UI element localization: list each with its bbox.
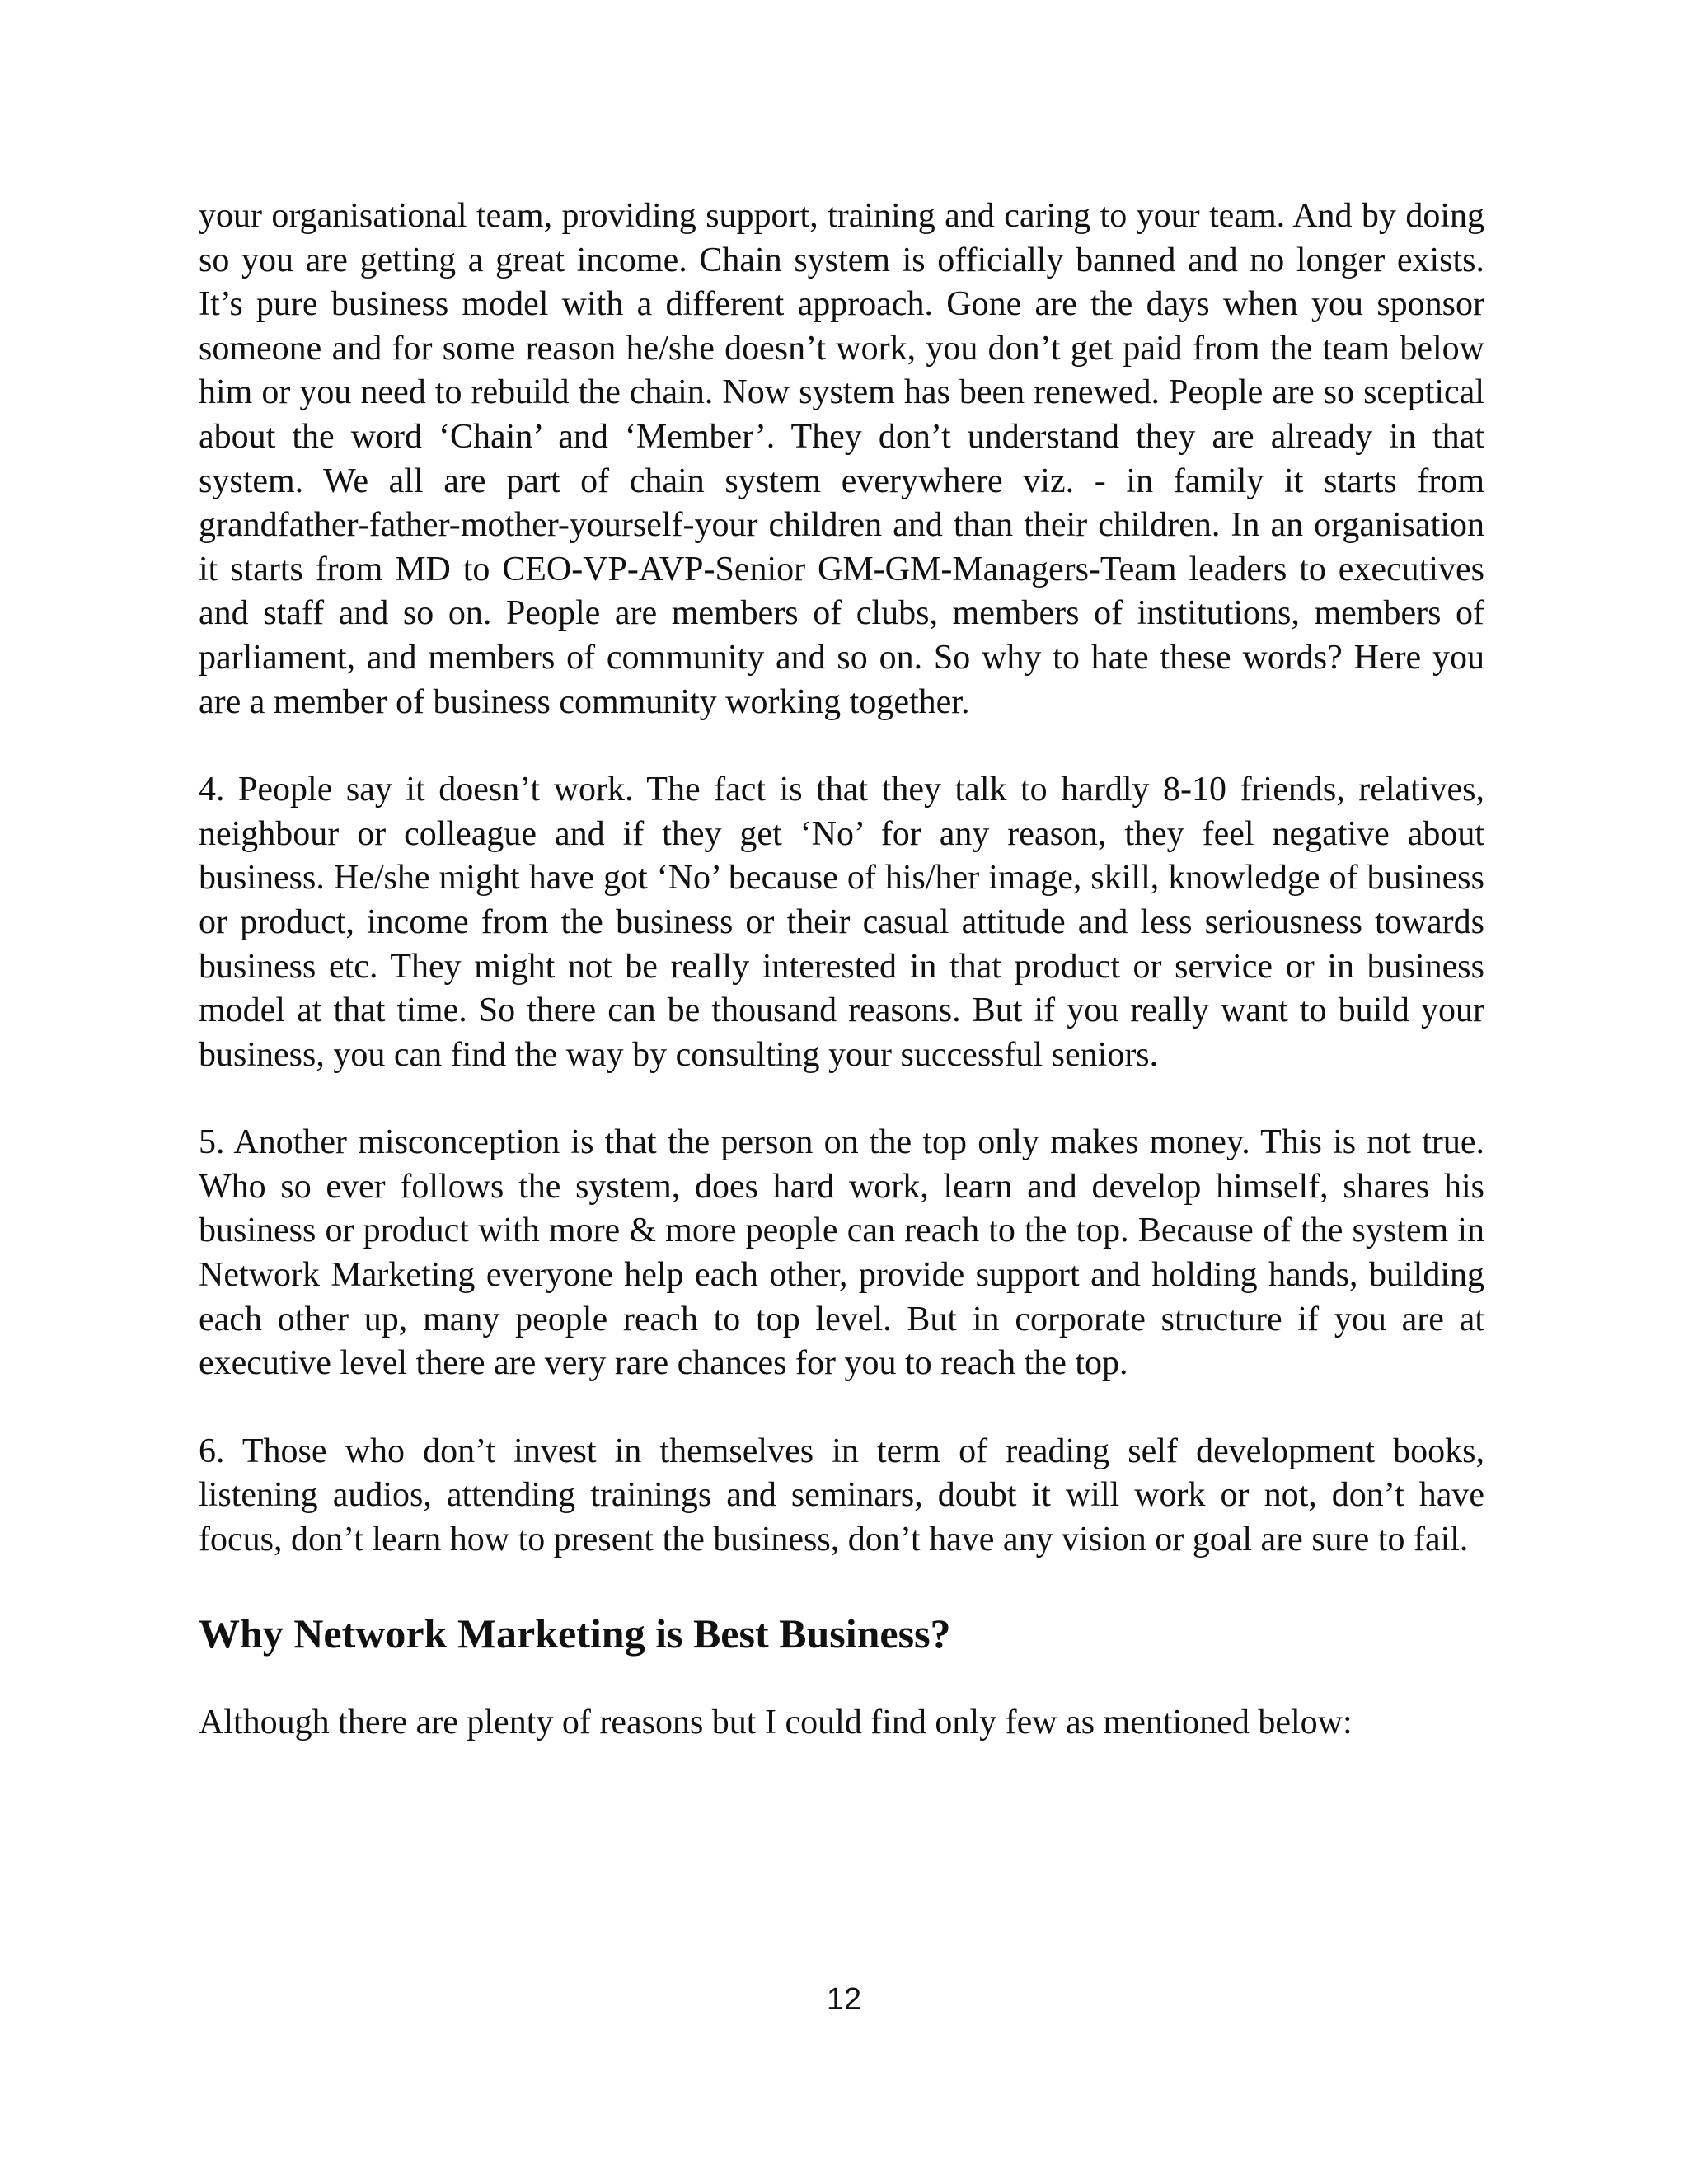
paragraph-point-6: 6. Those who don’t invest in themselves in term of reading self development books, listening audios, attending trainings and seminars, doubt it will work or not, don’t have focus, don’t learn how to present the business, don’t have any vision or goal are sure to fail. <box>199 1432 1484 1559</box>
page-content <box>199 194 1484 1745</box>
paragraph-point-4: 4. People say it doesn’t work. The fact is that they talk to hardly 8-10 friends, relatives, neighbour or colleague and if they get ‘No’ for any reason, they feel negative about business. He/she might have got ‘No’ because of his/her image, skill, knowledge of business or product, income from the business or their casual attitude and less seriousness towards business etc. They might not be really interested in that product or service or in business model at that time. So there can be thousand reasons. But if you really want to build your business, you can find the way by consulting your successful seniors. <box>199 771 1484 1074</box>
section-heading: Why Network Marketing is Best Business? <box>199 1610 951 1657</box>
page-number: 12 <box>826 1982 862 2017</box>
section-intro: Although there are plenty of reasons but I could find only few as mentioned below: <box>199 1703 1353 1741</box>
paragraph-continuation: your organisational team, providing support, training and caring to your team. And by doing so you are getting a great income. Chain system is officially banned and no longer exists. It’s pure business model with a different approach. Gone are the days when you sponsor someone and for some reason he/she doesn’t work, you don’t get paid from the team below him or you need to rebuild the chain. Now system has been renewed. People are so sceptical about the word ‘Chain’ and ‘Member’. They don’t understand they are already in that system. We all are part of chain system everywhere viz. - in family it starts from grandfather-father-mother-yourself-your children and than their children. In an organisation it starts from MD to CEO-VP-AVP-Senior GM-GM-Managers-Team leaders to executives and staff and so on. People are members of clubs, members of institutions, members of parliament, and members of community and so on. So why to hate these words? Here you are a member of business community working together. <box>199 197 1484 721</box>
paragraph-point-5: 5. Another misconception is that the person on the top only makes money. This is not true. Who so ever follows the system, does hard work, learn and develop himself, shares his business or product with more & more people can reach to the top. Because of the system in Network Marketing everyone help each other, provide support and holding hands, building each other up, many people reach to top level. But in corporate structure if you are at executive level there are very rare chances for you to reach the top. <box>199 1123 1484 1383</box>
